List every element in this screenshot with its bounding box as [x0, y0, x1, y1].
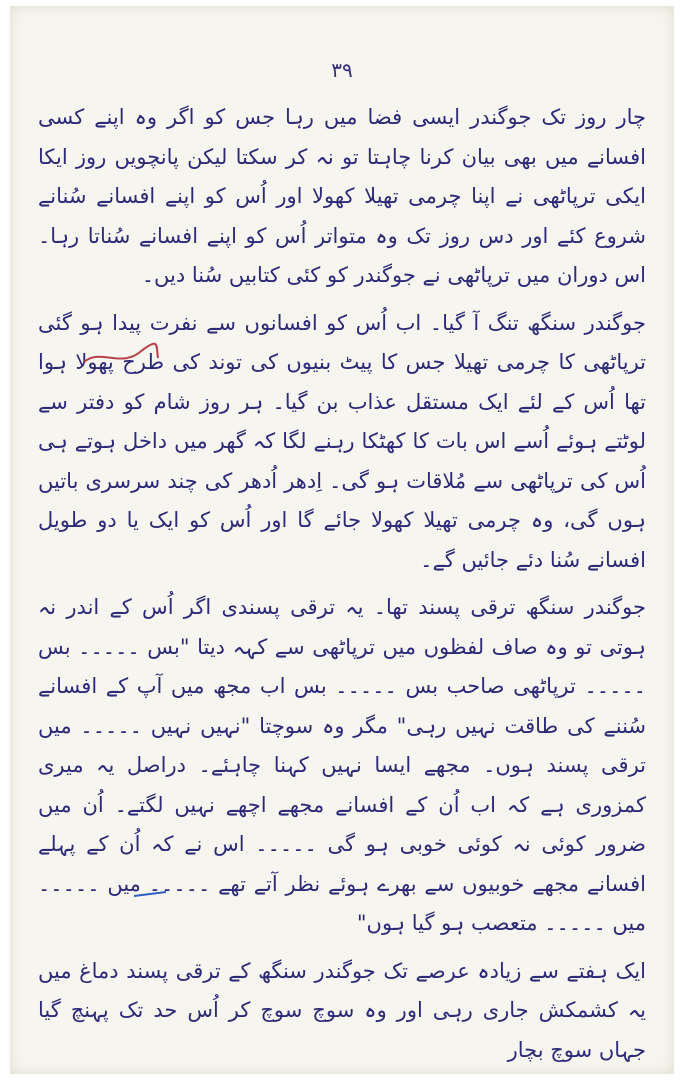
ink-annotation-mark-2 — [130, 866, 170, 902]
paragraph-2: جوگندر سنگھ تنگ آ گیا۔ اب اُس کو افسانوں سے نفرت پیدا ہو گئی ترپاٹھی کا چرمی تھیلا جس کا پیٹ بنیوں کی توند کی طرح پھولا ہوا تھا اُس کے لئے ایک مستقل عذاب بن گیا۔ ہر روز شام کو دفتر سے لوٹتے ہوئے اُسے اس بات کا کھٹکا رہنے لگا کہ گھر میں داخل ہوتے ہی اُس کی ترپاٹھی سے مُلاقات ہو گی۔ اِدھر اُدھر کی چند سرسری باتیں ہوں گی، وہ چرمی تھیلا کھولا جائے گا اور اُس کو ایک یا دو طویل افسانے سُنا دئے جائیں گے۔ — [38, 310, 646, 572]
paragraph-1: چار روز تک جوگندر ایسی فضا میں رہا جس کو اگر وہ اپنے کسی افسانے میں بھی بیان کرنا چاہتا تو نہ کر سکتا لیکن پانچویں روز ایکا ایکی ترپاٹھی نے اپنا چرمی تھیلا کھولا اور اُس کو اپنے افسانے سُنانے شروع کئے اور دس روز تک وہ متواتر اُس کو اپنے افسانے سُناتا رہا۔ اس دوران میں ترپاٹھی نے جوگندر کو کئی کتابیں سُنا دیں۔ — [38, 105, 646, 287]
paragraph-3: جوگندر سنگھ ترقی پسند تھا۔ یہ ترقی پسندی اگر اُس کے اندر نہ ہوتی تو وہ صاف لفظوں میں ترپاٹھی سے کہہ دیتا "بس ۔۔۔۔۔ بس ۔۔۔۔۔ ترپاٹھی صاحب بس ۔۔۔۔۔ بس اب مجھ میں آپ کے افسانے سُننے کی طاقت نہیں رہی" مگر وہ سوچتا "نہیں نہیں ۔۔۔۔۔ میں ترقی پسند ہوں۔ مجھے ایسا نہیں کہنا چاہئے۔ دراصل یہ میری کمزوری ہے کہ اب اُن کے افسانے مجھے اچھے نہیں لگتے۔ اُن میں ضرور کوئی نہ کوئی خوبی ہو گی ۔۔۔۔۔ اس نے کہ اُن کے پہلے افسانے مجھے خوبیوں سے بھرے ہوئے نظر آتے تھے ۔۔۔۔۔ میں ۔۔۔۔۔ میں ۔۔۔۔۔ متعصب ہو گیا ہوں" — [38, 595, 646, 935]
paragraph-4: ایک ہفتے سے زیادہ عرصے تک جوگندر سنگھ کے ترقی پسند دماغ میں یہ کشمکش جاری رہی اور وہ سوچ سوچ کر اُس حد تک پہنچ گیا جہاں سوچ بچار — [38, 958, 646, 1062]
body-text — [38, 98, 646, 1074]
book-page — [10, 6, 674, 1074]
ink-annotation-mark — [80, 338, 160, 372]
page-number: ۳۹ — [331, 58, 353, 82]
